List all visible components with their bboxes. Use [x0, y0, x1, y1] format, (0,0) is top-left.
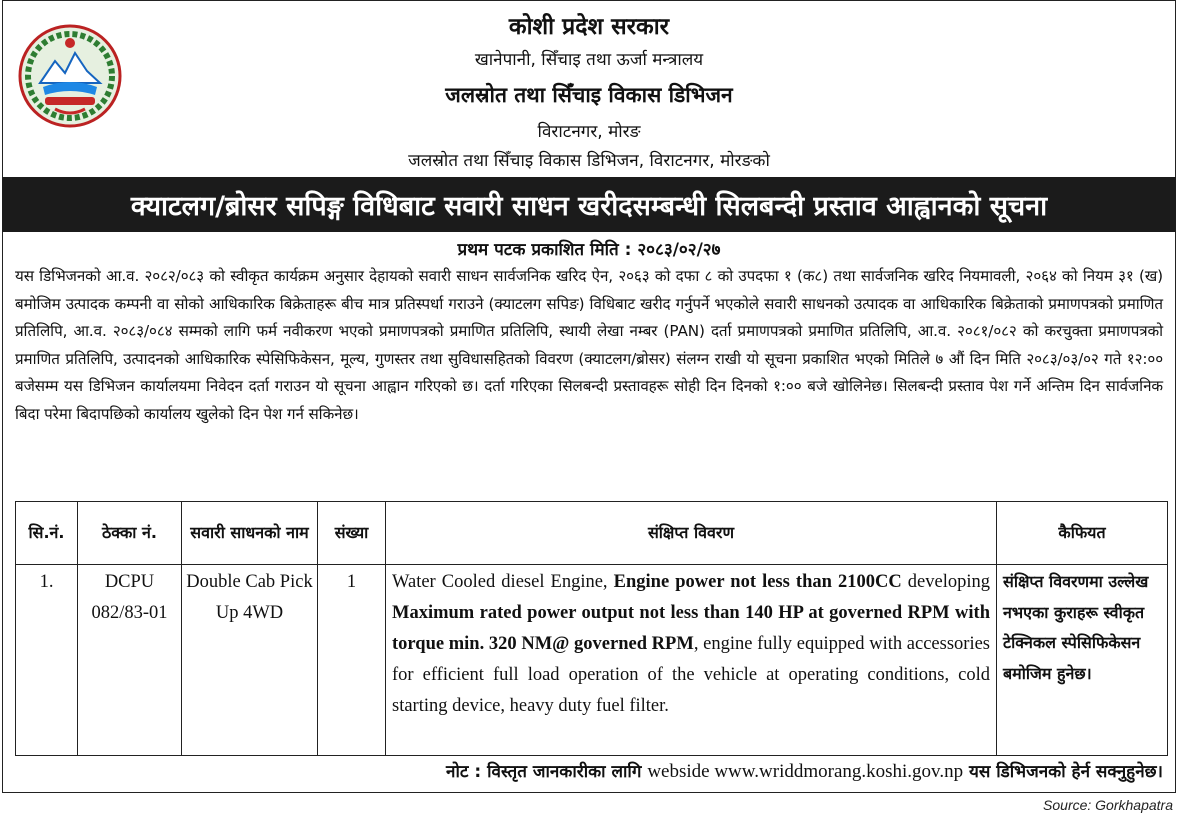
col-header-contract: ठेक्का नं.	[78, 502, 182, 565]
desc-part-3: developing	[901, 572, 990, 592]
notice-body: यस डिभिजनको आ.व. २०८२/०८३ को स्वीकृत कार्यक्रम अनुसार देहायको सवारी साधन सार्वजनिक खरिद ऐन, २०६३ को दफा ८ को उपदफा १ (क८) तथा सार्वजनिक खरिद नियमावली, २०६४ को नियम ३१ (ख) बमोजिम उत्पादक कम्पनी वा सोको आधिकारिक बिक्रेताहरू बीच मात्र प्रतिस्पर्धा गराउने (क्याटलग सपिङ) विधिबाट खरीद गर्नुपर्ने भएकोले सवारी साधनको उत्पादक वा आधिकारिक बिक्रेताको प्रमाणपत्रको प्रमाणित प्रतिलिपि, आ.व. २०८३/०८४ सम्मको लागि फर्म नवीकरण भएको प्रमाणपत्रको प्रमाणित प्रतिलिपि, स्थायी लेखा नम्बर (PAN) दर्ता प्रमाणपत्रको प्रमाणित प्रतिलिपि, आ.व. २०८१/०८२ को करचुक्ता प्रमाणपत्रको प्रमाणित प्रतिलिपि, उत्पादनको आधिकारिक स्पेसिफिकेसन, मूल्य, गुणस्तर तथा सुविधासहितको विवरण (क्याटलग/ब्रोसर) संलग्न राखी यो सूचना प्रकाशित भएको मितिले ७ औं दिन मिति २०८३/०३/०२ गते १२:०० बजेसम्म यस डिभिजन कार्यालयमा निवेदन दर्ता गराउन यो सूचना आह्वान गरिएको छ। दर्ता गरिएका सिलबन्दी प्रस्तावहरू सोही दिन दिनको १:०० बजे खोलिनेछ। सिलबन्दी प्रस्ताव पेश गर्ने अन्तिम दिन सार्वजनिक बिदा परेमा बिदापछिको कार्यालय खुलेको दिन पेश गर्न सकिनेछ।	[15, 267, 1163, 423]
note-suffix: यस डिभिजनको हेर्न सक्नुहुनेछ।	[963, 762, 1163, 782]
cell-sn: 1.	[16, 565, 78, 756]
col-header-sn: सि.नं.	[16, 502, 78, 565]
desc-part-1: Water Cooled diesel Engine,	[392, 572, 614, 592]
cell-description	[386, 565, 997, 756]
col-header-vehicle: सवारी साधनको नाम	[182, 502, 318, 565]
website-link[interactable]: webside www.wriddmorang.koshi.gov.np	[647, 761, 964, 782]
source-credit: Source: Gorkhapatra	[1043, 797, 1173, 813]
cell-remarks: संक्षिप्त विवरणमा उल्लेख नभएका कुराहरू स्वीकृत टेक्निकल स्पेसिफिकेसन बमोजिम हुनेछ।	[997, 565, 1168, 756]
col-header-description: संक्षिप्त विवरण	[386, 502, 997, 565]
desc-part-5: , engine fully equipped with accessories for efficient full load operation of the vehicle at operating conditions, cold starting device, heavy duty fuel filter.	[392, 634, 990, 716]
note-prefix: नोट : विस्तृत जानकारीका लागि	[446, 762, 648, 782]
tender-notice	[2, 0, 1176, 793]
col-header-remarks: कैफियत	[997, 502, 1168, 565]
desc-engine-power: Engine power not less than 2100CC	[613, 572, 902, 592]
cell-qty: 1	[318, 565, 386, 756]
notice-title-banner	[2, 177, 1176, 232]
footer-note	[3, 759, 1163, 783]
table-row	[16, 565, 1168, 756]
col-header-qty: संख्या	[318, 502, 386, 565]
issuer-line: जलस्रोत तथा सिँचाइ विकास डिभिजन, विराटनगर, मोरङको	[408, 151, 770, 171]
desc-rated-power: Maximum rated power output not less than 140 HP at governed RPM with torque min. 320 NM@ governed RPM	[392, 603, 990, 654]
notice-title: क्याटलग/ब्रोसर सपिङ्ग विधिबाट सवारी साधन खरीदसम्बन्धी सिलबन्दी प्रस्ताव आह्वानको सूचना	[130, 191, 1048, 222]
ministry-name: खानेपानी, सिँचाइ तथा ऊर्जा मन्त्रालय	[474, 50, 704, 70]
vehicle-table	[15, 501, 1168, 756]
publication-date: प्रथम पटक प्रकाशित मिति : २०८३/०२/२७	[457, 240, 721, 260]
province-government-title: कोशी प्रदेश सरकार	[508, 14, 670, 40]
division-location: विराटनगर, मोरङ	[537, 122, 641, 142]
cell-vehicle: Double Cab Pick Up 4WD	[182, 565, 318, 756]
cell-contract: DCPU 082/83-01	[78, 565, 182, 756]
table-header-row	[16, 502, 1168, 565]
division-name: जलस्रोत तथा सिँचाइ विकास डिभिजन	[445, 83, 733, 107]
